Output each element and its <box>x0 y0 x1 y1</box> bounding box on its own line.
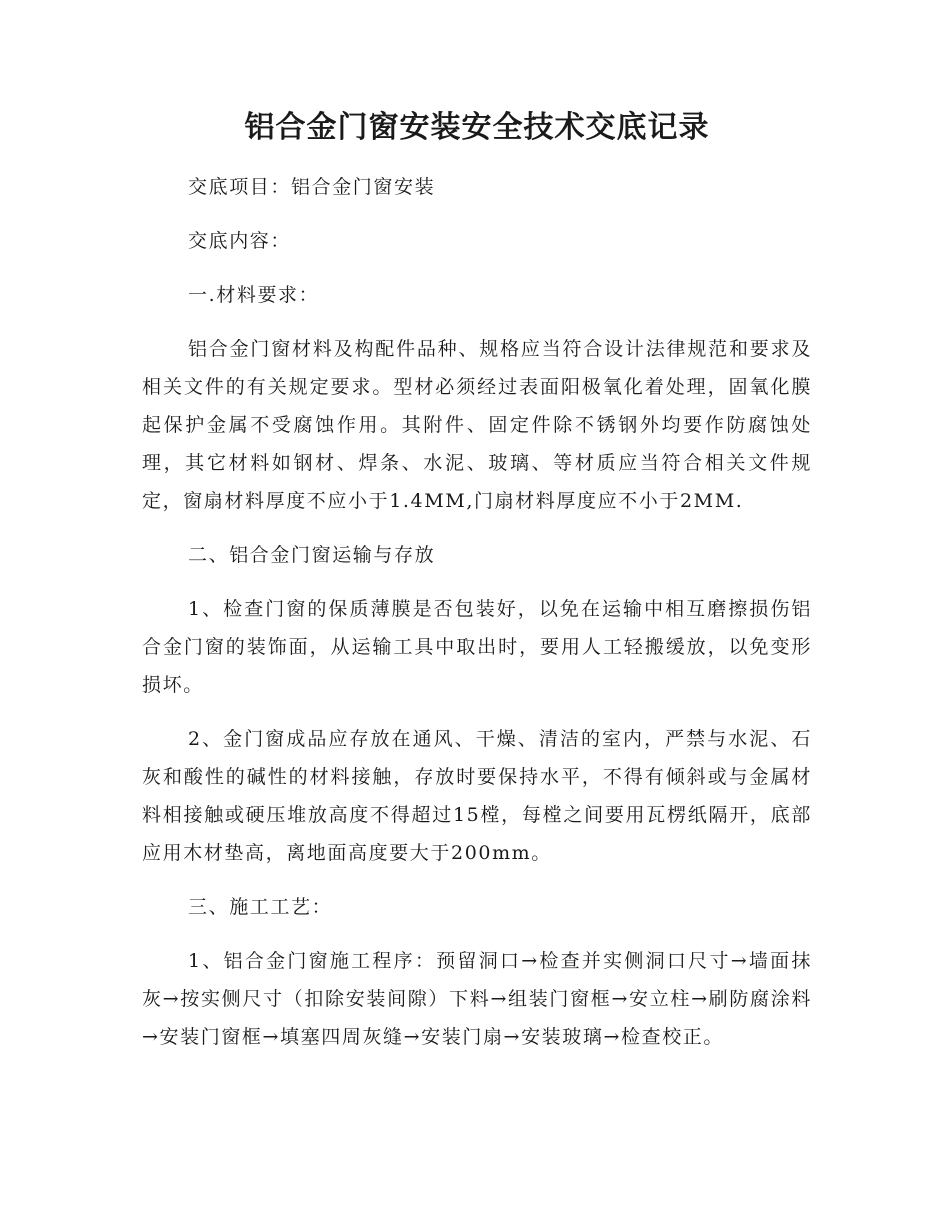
section1-heading: 一.材料要求： <box>188 284 320 306</box>
content-label: 交底内容： <box>188 230 292 252</box>
section2-item-2: 2、金门窗成品应存放在通风、干燥、清洁的室内，严禁与水泥、石灰和酸性的碱性的材料接触，存放时要保持水平，不得有倾斜或与金属材料相接触或硬压堆放高度不得超过15樘，每樘之间要用瓦楞纸隔开，底部应用木材垫高，离地面高度要大于200mm。 <box>142 728 812 864</box>
section2-heading: 二、铝合金门窗运输与存放 <box>188 544 436 566</box>
section3-item-1: 1、铝合金门窗施工程序：预留洞口→检查并实侧洞口尺寸→墙面抹灰→按实侧尺寸（扣除安装间隙）下料→组装门窗框→安立柱→刷防腐涂料→安装门窗框→填塞四周灰缝→安装门扇→安装玻璃→检查校正。 <box>142 950 812 1048</box>
project-line: 交底项目：铝合金门窗安装 <box>188 176 436 198</box>
document-title: 铝合金门窗安装安全技术交底记录 <box>244 110 710 145</box>
section2-item-1: 1、检查门窗的保质薄膜是否包装好，以免在运输中相互磨擦损伤铝合金门窗的装饰面，从运输工具中取出时，要用人工轻搬缓放，以免变形损坏。 <box>142 598 812 696</box>
section1-paragraph: 铝合金门窗材料及构配件品种、规格应当符合设计法律规范和要求及相关文件的有关规定要求。型材必须经过表面阳极氧化着处理，固氧化膜起保护金属不受腐蚀作用。其附件、固定件除不锈钢外均要作防腐蚀处理，其它材料如钢材、焊条、水泥、玻璃、等材质应当符合相关文件规定，窗扇材料厚度不应小于1.4MM,门扇材料厚度应不小于2MM. <box>142 338 812 512</box>
section3-heading: 三、施工工艺： <box>188 896 333 918</box>
document-page <box>142 108 812 1056</box>
